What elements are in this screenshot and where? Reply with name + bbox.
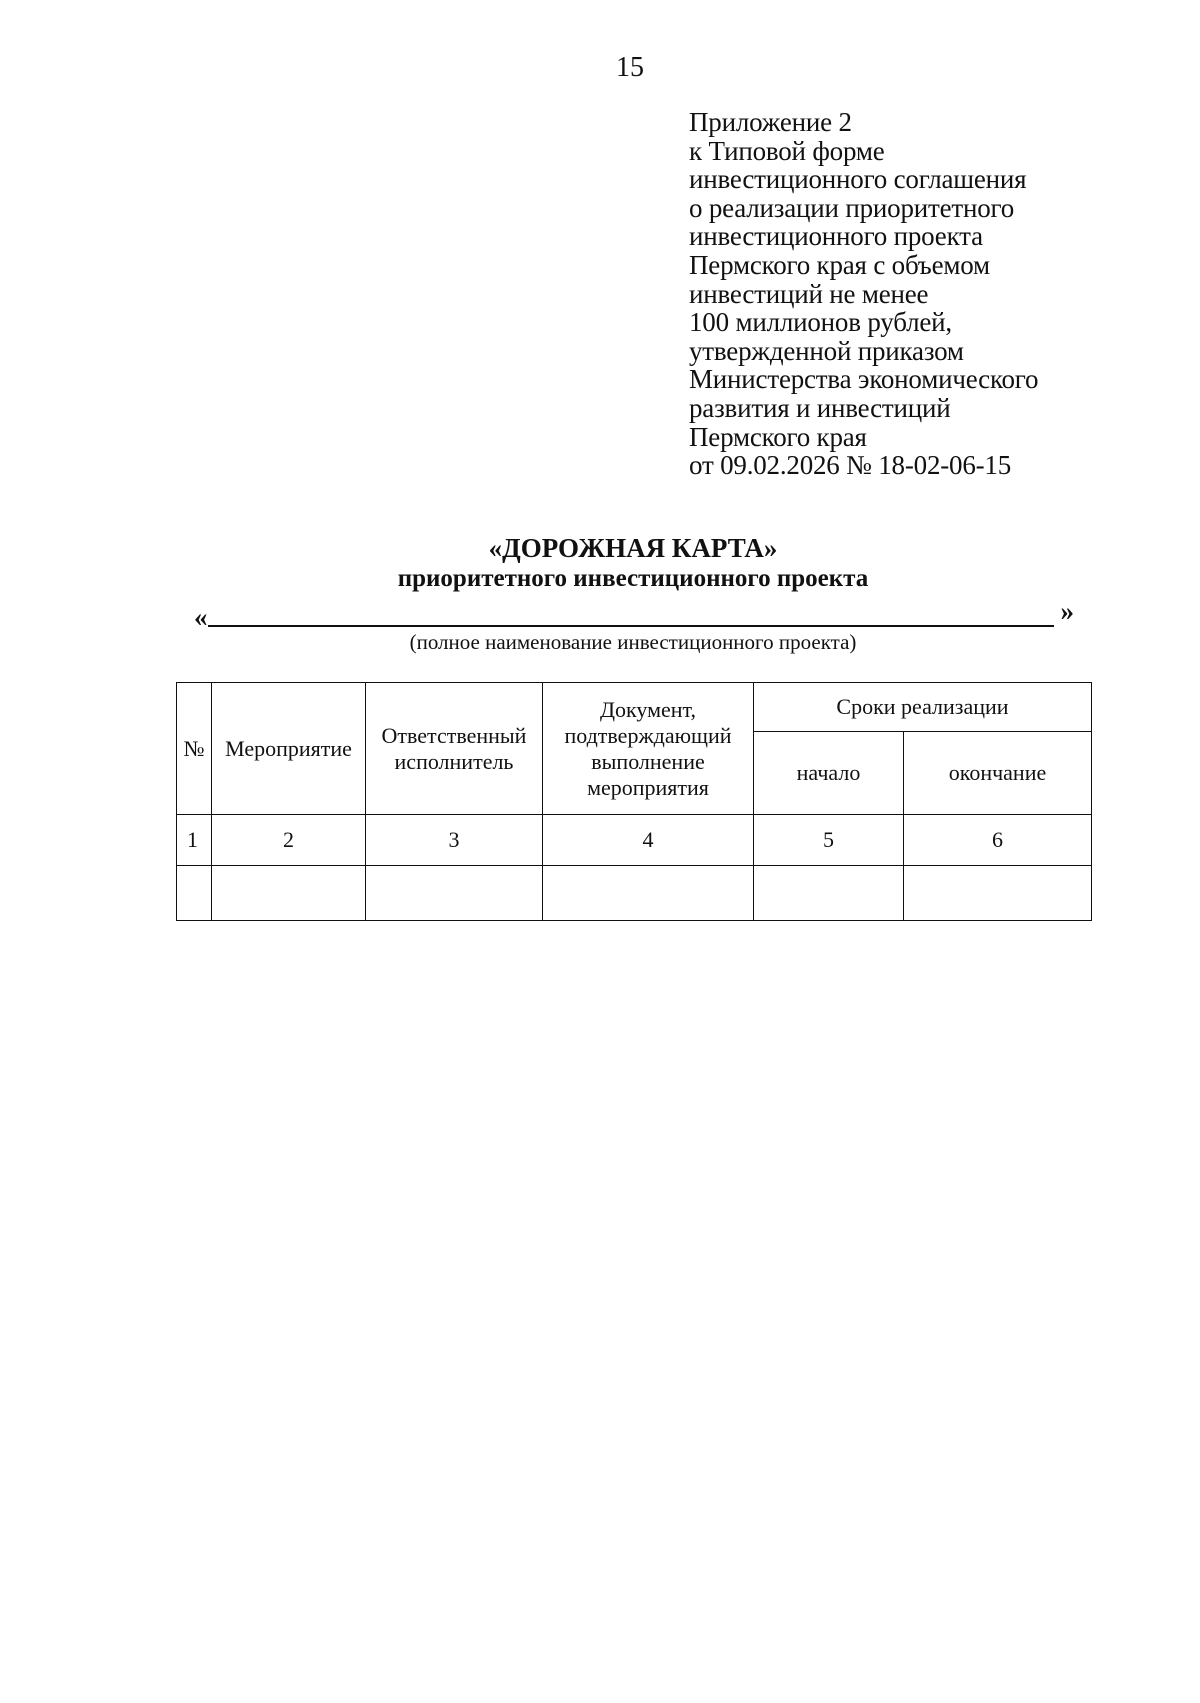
column-number-cell: 4 xyxy=(543,815,754,866)
header-responsible: Ответственный исполнитель xyxy=(366,683,543,815)
document-title: «ДОРОЖНАЯ КАРТА» xyxy=(488,533,778,563)
appendix-line: о реализации приоритетного xyxy=(689,192,1015,223)
table-row xyxy=(177,866,1092,921)
appendix-block xyxy=(689,108,1038,480)
column-number-cell: 6 xyxy=(904,815,1092,866)
table-cell xyxy=(904,866,1092,921)
header-number: № xyxy=(177,683,212,815)
table-cell xyxy=(177,866,212,921)
open-quote: « xyxy=(194,602,208,632)
table-cell xyxy=(366,866,543,921)
column-number-cell: 1 xyxy=(177,815,212,866)
appendix-line: инвестиционного проекта xyxy=(689,221,983,252)
document-subtitle: приоритетного инвестиционного проекта xyxy=(397,565,869,592)
column-number-cell: 2 xyxy=(212,815,366,866)
appendix-line: Пермского края xyxy=(689,421,867,452)
table-cell xyxy=(754,866,904,921)
project-name-field xyxy=(192,596,1074,632)
close-quote: » xyxy=(1060,596,1074,626)
appendix-line: Пермского края с объемом xyxy=(689,249,990,280)
header-start: начало xyxy=(754,732,904,815)
appendix-line: Министерства экономического xyxy=(689,364,1039,395)
project-name-caption: (полное наименование инвестиционного проекта) xyxy=(409,630,857,654)
header-event: Мероприятие xyxy=(212,683,366,815)
header-terms: Сроки реализации xyxy=(754,683,1092,732)
appendix-line: Приложение 2 xyxy=(689,107,852,137)
header-end: окончание xyxy=(904,732,1092,815)
appendix-line: развития и инвестиций xyxy=(689,392,951,423)
appendix-line: инвестиций не менее xyxy=(689,278,929,309)
column-number-cell: 3 xyxy=(366,815,543,866)
table-cell xyxy=(543,866,754,921)
header-document: Документ, подтверждающий выполнение мероприятия xyxy=(543,683,754,815)
appendix-line: 100 миллионов рублей, xyxy=(689,307,952,338)
appendix-line: инвестиционного соглашения xyxy=(689,164,1027,195)
roadmap-table xyxy=(176,682,1092,921)
column-number-cell: 5 xyxy=(754,815,904,866)
appendix-line: утвержденной приказом xyxy=(689,335,964,366)
table-cell xyxy=(212,866,366,921)
project-name-blank xyxy=(208,625,1054,627)
appendix-line: от 09.02.2026 № 18-02-06-15 xyxy=(689,450,1012,481)
page-number: 15 xyxy=(616,52,644,83)
appendix-line: к Типовой форме xyxy=(689,135,885,166)
